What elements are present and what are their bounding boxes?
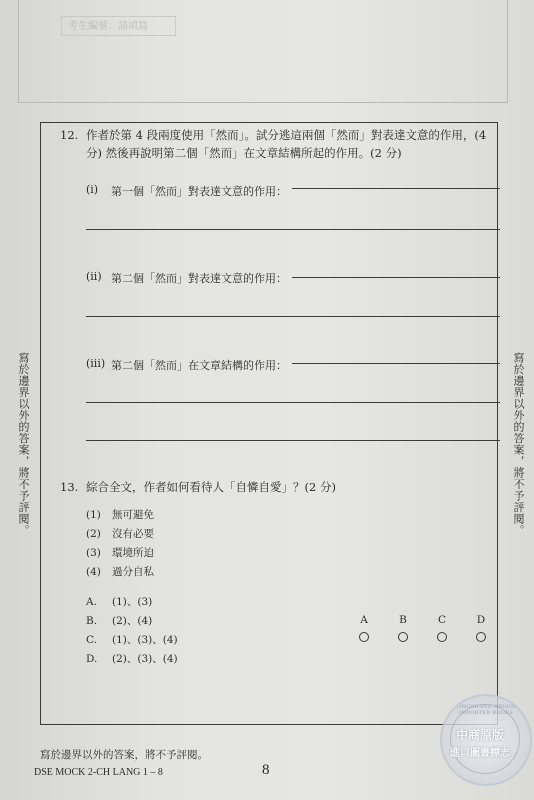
choice-text: (1)、(3)、(4) — [112, 634, 178, 646]
statement-text: 過分自私 — [112, 566, 154, 578]
page-number: 8 — [262, 762, 270, 778]
paper-code: DSE MOCK 2-CH LANG 1 – 8 — [34, 767, 163, 778]
q12-number: 12. — [60, 128, 79, 142]
q13-choice-c — [86, 632, 178, 647]
bubble-label-c: C — [437, 614, 447, 626]
q12-part-i-answer-line-1[interactable] — [292, 188, 500, 189]
right-margin-note: 寫於邊界以外的答案，將不予評閱。 — [512, 352, 525, 536]
q12-part-i-text: 第一個「然而」對表達文意的作用： — [111, 185, 287, 198]
choice-label: C. — [86, 634, 97, 646]
q12-part-ii-answer-line-2[interactable] — [86, 316, 500, 317]
q12-part-iii-answer-line-2[interactable] — [86, 402, 500, 403]
choice-text: (1)、(3) — [112, 596, 153, 608]
bubble-label-a: A — [360, 614, 368, 626]
bubble-label-b: B — [399, 614, 407, 626]
q12-part-i-label: (i) — [86, 183, 99, 196]
statement-text: 環境所迫 — [112, 547, 154, 559]
answer-bubble-d[interactable] — [476, 632, 486, 642]
q12-part-iii-answer-line-3[interactable] — [86, 440, 500, 441]
q13-choice-b — [86, 613, 152, 628]
q13-statement-4 — [86, 564, 154, 579]
choice-text: (2)、(3)、(4) — [112, 653, 178, 665]
candidate-number-box: 考生編號：請填寫 — [61, 16, 176, 36]
choice-label: D. — [86, 653, 98, 665]
q12-part-iii-text: 第二個「然而」在文章結構的作用： — [111, 359, 287, 372]
q12-part-i-answer-line-2[interactable] — [86, 229, 500, 230]
q12-line2: 分) 然後再說明第二個「然而」在文章結構所起的作用。(2 分) — [86, 146, 402, 160]
q12-part-ii-answer-line-1[interactable] — [292, 277, 500, 278]
q13-statement-2 — [86, 526, 154, 541]
choice-label: B. — [86, 615, 98, 627]
q12-part-iii-answer-line-1[interactable] — [292, 363, 500, 364]
bubble-label-d: D — [476, 614, 486, 626]
choice-label: A. — [86, 596, 97, 608]
q12-part-ii-text: 第二個「然而」對表達文意的作用： — [111, 272, 287, 285]
statement-label: (2) — [86, 528, 101, 540]
q13-choice-d — [86, 651, 178, 666]
choice-text: (2)、(4) — [112, 615, 153, 627]
statement-label: (4) — [86, 566, 101, 578]
authenticity-seal — [440, 694, 532, 786]
answer-bubble-c[interactable] — [437, 632, 447, 642]
statement-label: (1) — [86, 509, 101, 521]
answer-bubble-b[interactable] — [398, 632, 408, 642]
answer-bubble-a[interactable] — [359, 632, 369, 642]
left-margin-note: 寫於邊界以外的答案，將不予評閱。 — [17, 352, 30, 536]
q13-number: 13. — [60, 480, 79, 494]
q13-statement-3 — [86, 545, 154, 560]
seal-title: 中商原版 — [456, 728, 505, 742]
q13-statement-1 — [86, 507, 154, 522]
q12-part-iii-label: (iii) — [86, 357, 106, 370]
statement-text: 無可避免 — [112, 509, 154, 521]
q13-text: 綜合全文，作者如何看待人「自憐自愛」？(2 分) — [86, 480, 336, 494]
q12-line1: 作者於第 4 段兩度使用「然而」。試分逃這兩個「然而」對表達文意的作用，(4 — [86, 128, 487, 142]
seal-ring-text: ZHONGSHANG ORIGINAL IMPORTED BOOKS — [448, 704, 524, 716]
q12-part-ii-label: (ii) — [86, 270, 102, 283]
q13-choice-a — [86, 594, 152, 609]
footer-note: 寫於邊界以外的答案，將不予評閱。 — [40, 749, 208, 761]
statement-text: 沒有必要 — [112, 528, 154, 540]
statement-label: (3) — [86, 547, 101, 559]
seal-subtitle: 進口圖書標志 — [450, 748, 510, 759]
header-stub — [18, 0, 508, 103]
